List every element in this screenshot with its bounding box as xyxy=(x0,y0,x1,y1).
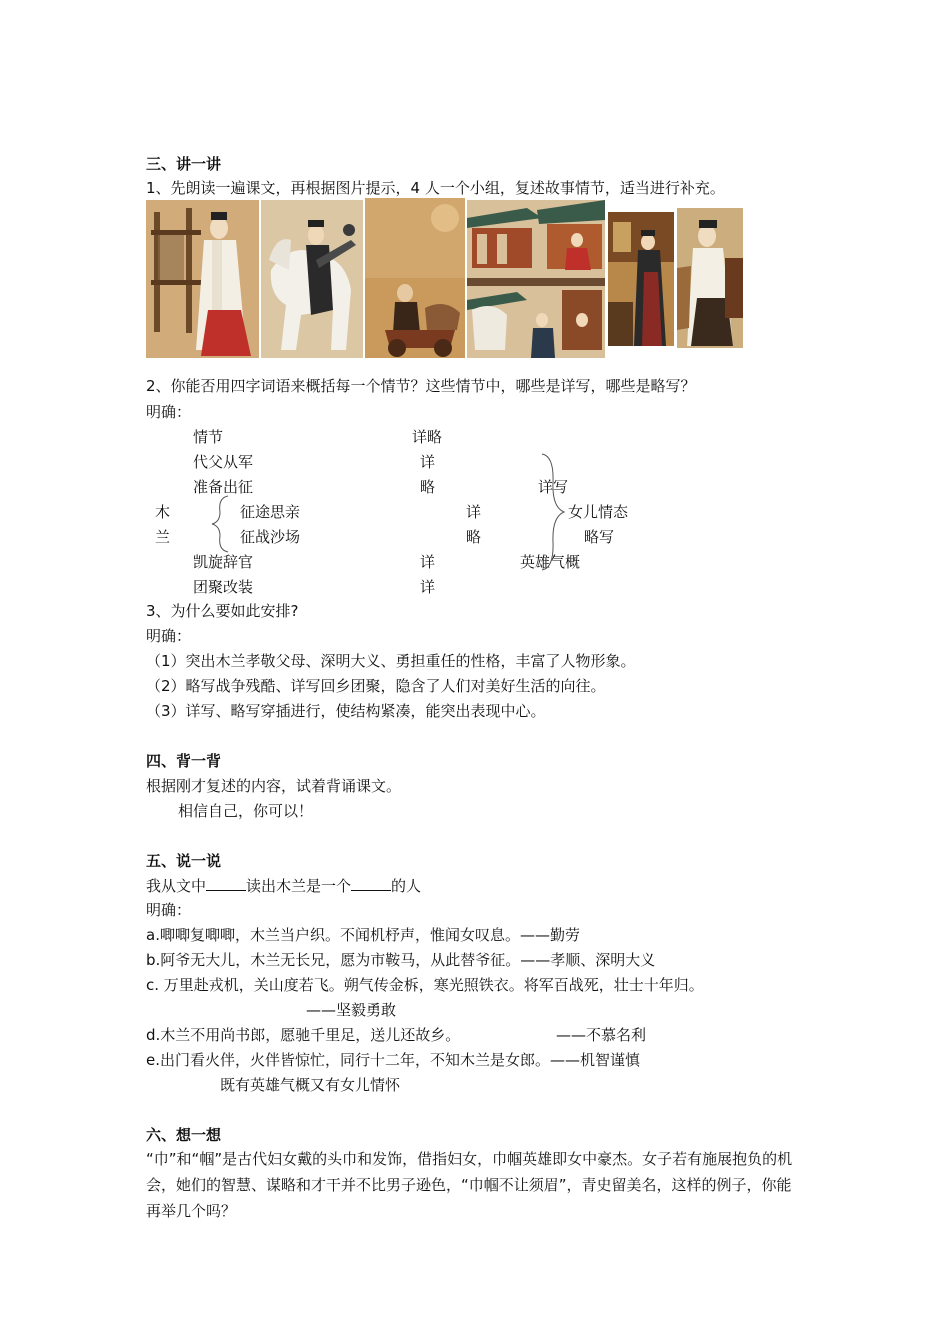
section-4-title: 四、背一背 xyxy=(146,752,222,770)
plot-mark: 详 xyxy=(420,453,436,471)
weaving-scene-image xyxy=(146,200,259,358)
mulan-char-mu: 木 xyxy=(155,503,171,521)
label-xiangxie: 详写 xyxy=(538,478,569,496)
horse-rider-scene-image xyxy=(261,200,363,358)
answer-1: （1）突出木兰孝敬父母、深明大义、勇担重任的性格，丰富了人物形象。 xyxy=(146,652,636,670)
example-c: c. 万里赴戎机，关山度若飞。朔气传金柝，寒光照铁衣。将军百战死，壮士十年归。 xyxy=(146,976,704,994)
plot-item: 凯旋辞官 xyxy=(193,553,254,571)
family-reunion-scene-image xyxy=(608,212,674,346)
summary: 既有英雄气概又有女儿情怀 xyxy=(220,1076,401,1094)
palace-court-scene-image xyxy=(467,200,605,358)
blank-2[interactable] xyxy=(351,876,391,891)
mulan-char-lan: 兰 xyxy=(155,528,171,546)
dressing-mulan-scene-image xyxy=(677,208,743,348)
right-brace xyxy=(538,452,568,572)
prompt-part-a: 我从文中 xyxy=(146,877,207,895)
recite-instruction: 根据刚才复述的内容，试着背诵课文。 xyxy=(146,777,402,795)
example-d-tag: ——不慕名利 xyxy=(556,1026,647,1044)
plot-mark: 略 xyxy=(420,478,436,496)
question-2: 2、你能否用四字词语来概括每一个情节？这些情节中，哪些是详写，哪些是略写？ xyxy=(146,377,696,395)
answer-3: （3）详写、略写穿插进行，使结构紧凑，能突出表现中心。 xyxy=(146,702,546,720)
example-b: b.阿爷无大儿，木兰无长兄，愿为市鞍马，从此替爷征。——孝顺、深明大义 xyxy=(146,951,656,969)
prompt-part-b: 读出木兰是一个 xyxy=(246,877,352,895)
example-e: e.出门看火伴，火伴皆惊忙，同行十二年，不知木兰是女郎。——机智谨慎 xyxy=(146,1051,640,1069)
example-d: d.木兰不用尚书郎，愿驰千里足，送儿还故乡。 xyxy=(146,1026,461,1044)
blank-1[interactable] xyxy=(206,876,246,891)
fill-in-prompt xyxy=(146,876,421,896)
question-1: 1、先朗读一遍课文，再根据图片提示，4 人一个小组，复述故事情节，适当进行补充。 xyxy=(146,179,725,197)
table-head-plot: 情节 xyxy=(193,428,224,446)
example-a: a.唧唧复唧唧，木兰当户织。不闻机杼声，惟闻女叹息。——勤劳 xyxy=(146,926,580,944)
plot-item: 团聚改装 xyxy=(193,578,254,596)
plot-item: 征途思亲 xyxy=(240,503,301,521)
left-brace xyxy=(210,494,232,554)
plot-item: 代父从军 xyxy=(193,453,254,471)
section-6-paragraph: “巾”和“帼”是古代妇女戴的头巾和发饰，借指妇女，巾帼英雄即女中豪杰。女子若有施展抱负的机会，她们的智慧、谋略和才干并不比男子逊色，“巾帼不让须眉”，青史留美名，这样的例子，你能再举几个吗？ xyxy=(146,1150,793,1220)
section-5-title: 五、说一说 xyxy=(146,852,222,870)
section-3-title: 三、讲一讲 xyxy=(146,155,222,173)
table-head-detail: 详略 xyxy=(412,428,443,446)
section-6-title: 六、想一想 xyxy=(146,1126,222,1144)
plot-mark: 详 xyxy=(420,553,436,571)
plot-mark: 略 xyxy=(466,528,482,546)
example-c-tag: ——坚毅勇敢 xyxy=(306,1001,397,1019)
mingque-label-1: 明确： xyxy=(146,403,192,421)
plot-item: 准备出征 xyxy=(193,478,254,496)
label-nver-qingtai: 女儿情态 xyxy=(568,503,629,521)
mingque-label-2: 明确： xyxy=(146,627,192,645)
label-yingxiong-qigai: 英雄气概 xyxy=(520,553,581,571)
encouragement: 相信自己，你可以！ xyxy=(178,802,314,820)
answer-2: （2）略写战争残酷、详写回乡团聚，隐含了人们对美好生活的向往。 xyxy=(146,677,606,695)
question-3: 3、为什么要如此安排? xyxy=(146,602,299,620)
prompt-part-c: 的人 xyxy=(391,877,422,895)
mingque-label-3: 明确： xyxy=(146,901,192,919)
label-luexie: 略写 xyxy=(584,528,615,546)
plot-item: 征战沙场 xyxy=(240,528,301,546)
plot-mark: 详 xyxy=(466,503,482,521)
chariot-battle-scene-image xyxy=(365,198,465,358)
plot-mark: 详 xyxy=(420,578,436,596)
